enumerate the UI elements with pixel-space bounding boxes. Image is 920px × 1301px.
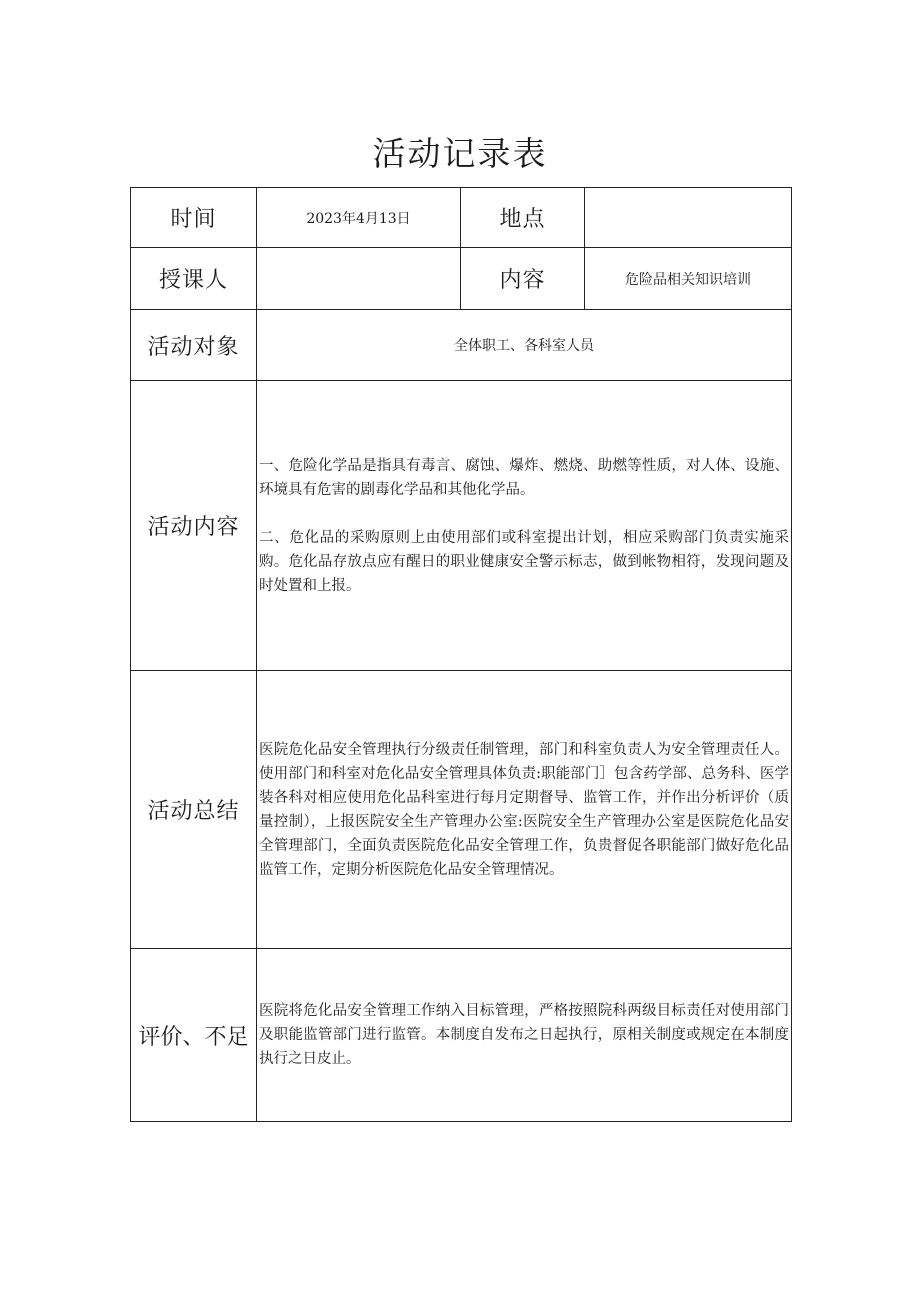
summary-text	[257, 671, 792, 949]
lecturer-label: 授课人	[131, 248, 257, 310]
audience-value: 全体职工、各科室人员	[257, 310, 792, 381]
lecturer-value	[257, 248, 461, 310]
time-label: 时间	[131, 188, 257, 248]
evaluation-row	[131, 949, 792, 1122]
summary-paragraph: 医院危化品安全管理执行分级责任制管理，部门和科室负责人为安全管理责任人。使用部门和科室对危化品安全管理具体负责:职能部门］包含药学部、总务科、医学装各科对相应使用危化品科室进行每月定期督导、监管工作，并作出分析评价（质量控制），上报医院安全生产管理办公室:医院安全生产管理办公室是医院危化品安全管理部门，全面负责医院危化品安全管理工作，负贵督促各职能部门做好危化品监管工作，定期分析医院危化品安全管理情况。	[259, 741, 789, 878]
place-label: 地点	[461, 188, 585, 248]
page-title: 活动记录表	[372, 134, 548, 173]
summary-row	[131, 671, 792, 949]
content-paragraph-2: 二、危化品的采购原则上由使用部们或科室提出计划，相应采购部门负责实施采购。危化品存放点应有醒日的职业健康安全警示标志，做到帐物相符，发现问题及时处置和上报。	[259, 529, 789, 594]
content-paragraph-1: 一、危险化学品是指具有毒言、腐蚀、爆炸、燃烧、助燃等性质，对人体、设施、环境具有危害的剧毒化学品和其他化学品。	[259, 457, 789, 498]
activity-content-label: 活动内容	[131, 381, 257, 671]
activity-record-table	[130, 187, 792, 1122]
activity-content-text	[257, 381, 792, 671]
time-row	[131, 188, 792, 248]
evaluation-paragraph: 医院将危化品安全管理工作纳入目标管理，严格按照院科两级目标责任对使用部门及职能监管部门进行监管。本制度自发布之日起执行，原相关制度或规定在本制度执行之日皮止。	[259, 1003, 789, 1067]
content-row	[131, 381, 792, 671]
content-label: 内容	[461, 248, 585, 310]
time-value: 2023年4月13日	[257, 188, 461, 248]
evaluation-text	[257, 949, 792, 1122]
audience-row	[131, 310, 792, 381]
audience-label: 活动对象	[131, 310, 257, 381]
summary-label: 活动总结	[131, 671, 257, 949]
place-value	[585, 188, 792, 248]
content-value: 危险品相关知识培训	[585, 248, 792, 310]
lecturer-row	[131, 248, 792, 310]
evaluation-label: 评价、不足	[131, 949, 257, 1122]
